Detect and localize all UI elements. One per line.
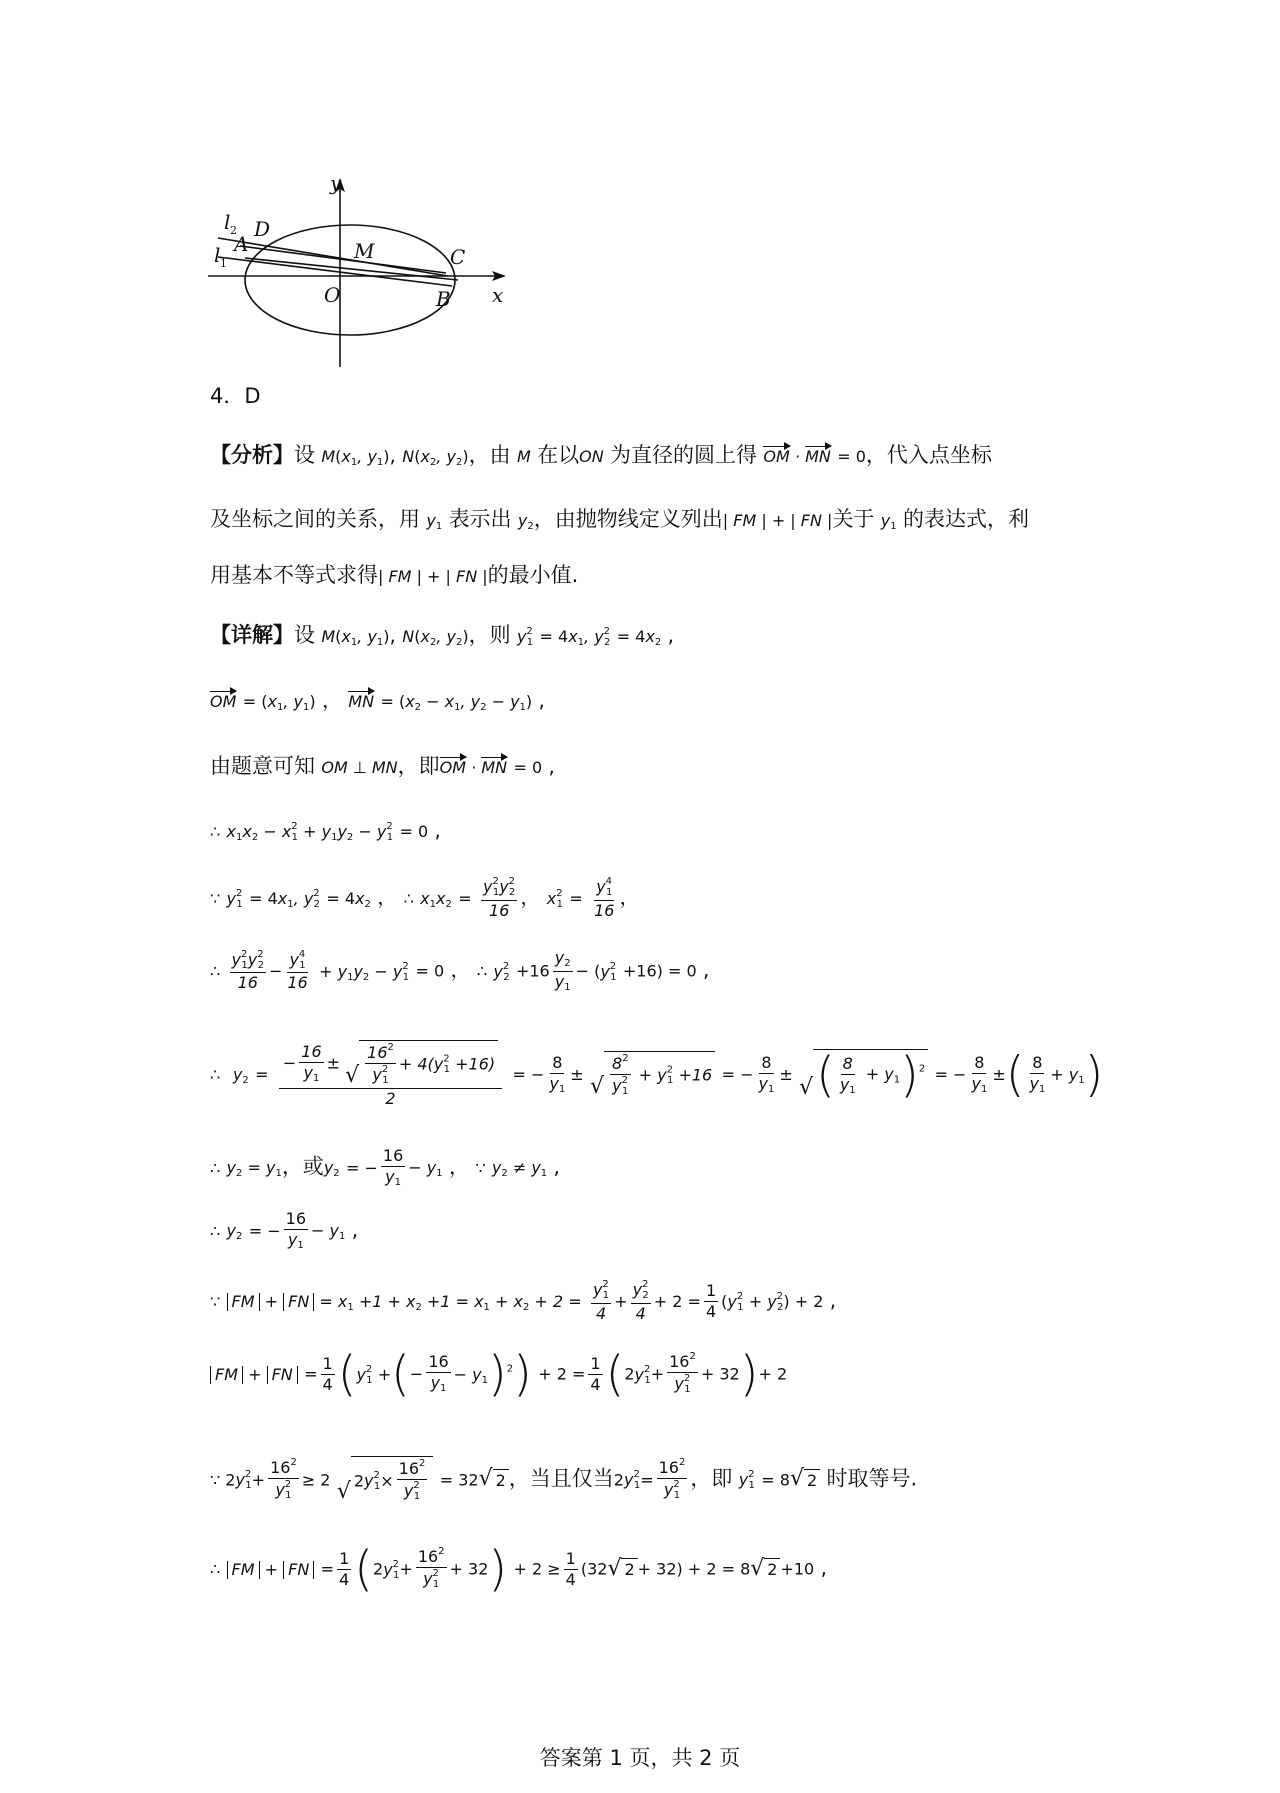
line-dc	[240, 246, 446, 273]
line-l2	[218, 238, 448, 276]
detail-line-2: OM = ($x_1$, $y_1$) ， MN = ($x_2 - x_1$, $y_2 - y_1$) ,	[210, 688, 545, 713]
detail-line-9: ∴ $y_2$ = − $\frac{16}{y_1}$ − $y_1$ ,	[210, 1209, 359, 1251]
detail-text-ze: ，则	[468, 623, 511, 647]
label-O: O	[324, 283, 341, 307]
detail-line-13: ∴ FM + FN = $\frac{1}{4}$ ($2y^2_1+$ $\frac{16^2}{y^2_1}$ + 32) + 2 ≥ $\frac{1}{4}$ (32√ 2 + 32) + 2 = 8√ 2 +10 ,	[210, 1545, 1150, 1593]
label-l1-sub: 1	[220, 257, 227, 270]
label-A: A	[234, 232, 249, 256]
detail-line-11: FM + FN = $\frac{1}{4}$ ($y^2_1$ +(− $\frac{16}{y_1}$ − $y_1)^2) + 2$ = $\frac{1}{4}$ ($2y^2_1+$ $\frac{16^2}{y^2_1}$ + 32)+ 2	[210, 1350, 1150, 1398]
label-D: D	[254, 217, 271, 241]
detail-text-jiyi: ，即	[690, 1466, 733, 1491]
analysis-text-she: 设	[294, 443, 315, 467]
label-x: x	[492, 283, 504, 307]
detail-text-ji: ，即	[397, 754, 440, 778]
label-l2-sub: 2	[230, 224, 237, 237]
analysis-text-dairu: ，代入点坐标	[865, 443, 992, 467]
label-l2: l	[224, 210, 231, 234]
analysis-text-diameter: 为直径的圆上得	[610, 443, 758, 467]
analysis-line2-a: 及坐标之间的关系，用	[210, 507, 420, 531]
analysis-line-2: 及坐标之间的关系，用 $y_1$ 表示出 $y_2$，由抛物线定义列出| FM | + | FN |关于 $y_1$ 的表达式，利	[210, 507, 1029, 532]
analysis-text-zai: 在以	[537, 443, 580, 467]
label-C: C	[450, 245, 466, 269]
detail-line-4: ∴ $x_1x_2 - x^2_1 + y_1y_2 - y^2_1 = 0$ ,	[210, 818, 441, 843]
detail-line-8: ∴ $y_2 = y_1$，或$y_2$ = − $\frac{16}{y_1}$ − $y_1$ ， ∵ $y_2 \ne y_1$ ,	[210, 1146, 560, 1188]
detail-line-7: ∴ $y_2$ = − $\frac{16}{y_1}$ ± √ $\frac{16^2}{y^2_1}$ + $4(y^2_1 +16)$ 2 = − $\frac{8}{y_1}$ ± √ $\frac{8^2}{y^2_1}$ + $y^2_1 +16$ = − $\frac{8}{y_1}$ ± √ ( $\frac{8}{y_1}$ + $y_1)^2$ = − $\frac{8}{y_1}$ ±( $\frac{8}{y_1}$ + $y_1$)	[210, 1040, 1150, 1109]
detail-text-huo: ，或	[281, 1154, 324, 1179]
label-y: y	[330, 172, 342, 195]
label-l1: l	[214, 243, 221, 267]
detail-text-dangqie: ，当且仅当	[508, 1466, 614, 1491]
question-number-line	[210, 383, 1150, 409]
analysis-tag: 【分析】	[210, 443, 294, 467]
analysis-line2-d: 关于	[832, 507, 875, 531]
ellipse-figure	[200, 172, 520, 370]
ellipse	[245, 225, 455, 335]
analysis-line2-b: 表示出	[448, 507, 512, 531]
analysis-line-3: 用基本不等式求得| FM | + | FN |的最小值.	[210, 563, 579, 587]
detail-line-5: ∵ $y^2_1 = 4x_1$, $y^2_2 = 4x_2$ ， ∴ $x_1x_2$ = $\frac{y^2_1y^2_2}{16}$ ， $x^2_1$ = $\frac{y^4_1}{16}$ ，	[210, 876, 640, 920]
analysis-line-1: 【分析】设 $M(x_1$, $y_1$), $N(x_2$, $y_2$)，由 M 在以ON 为直径的圆上得 OM · MN = 0，代入点坐标	[210, 443, 992, 468]
detail-text-dengs: 时取等号.	[826, 1466, 918, 1491]
detail-line-3: 由题意可知 OM ⊥ MN，即OM · MN = 0 ,	[210, 754, 555, 778]
question-number: 4．D	[210, 384, 261, 408]
detail-line-10: ∵ FM + FN = $x_1 +1 + x_2 +1 = x_1 + x_2 + 2$ = $\frac{y^2_1}{4}$ + $\frac{y^2_2}{4}$ + 2 = $\frac{1}{4}$ $(y^2_1 + y^2_2) + 2$ ,	[210, 1279, 837, 1323]
detail-text-she: 设	[294, 623, 315, 647]
detail-line-12: ∵ $2y^2_1+$ $\frac{16^2}{y^2_1}$ ≥ 2 √ $2y^2_1\times$ $\frac{16^2}{y^2_1}$ = 32√ 2 ，当且仅当$2y^2_1=$ $\frac{16^2}{y^2_1}$ ，即 $y^2_1 = 8√$ 2 时取等号.	[210, 1456, 1150, 1504]
page-footer: 答案第 1 页，共 2 页	[539, 1746, 741, 1770]
analysis-line2-e: 的表达式，利	[903, 507, 1029, 531]
label-M: M	[354, 239, 375, 263]
detail-line-1: 【详解】设 $M(x_1$, $y_1$), $N(x_2$, $y_2$)，则 $y^2_1 = 4x_1$, $y^2_2 = 4x_2$ ,	[210, 623, 675, 648]
label-B: B	[436, 287, 451, 311]
analysis-line2-c: ，由抛物线定义列出	[533, 507, 723, 531]
detail-line-6: ∴ $\frac{y^2_1y^2_2}{16}$ − $\frac{y^4_1}{16}$ + $y_1y_2 - y^2_1 = 0$ ， ∴ $y^2_2 +16$ $\frac{y_2}{y_1}$ − $(y^2_1 +16) = 0$ ,	[210, 948, 710, 993]
detail-text-youti: 由题意可知	[210, 754, 315, 778]
detail-tag: 【详解】	[210, 623, 294, 647]
analysis-text-you: ，由	[468, 443, 511, 467]
analysis-line3-b: 的最小值.	[487, 563, 579, 587]
analysis-line3-a: 用基本不等式求得	[210, 563, 378, 587]
